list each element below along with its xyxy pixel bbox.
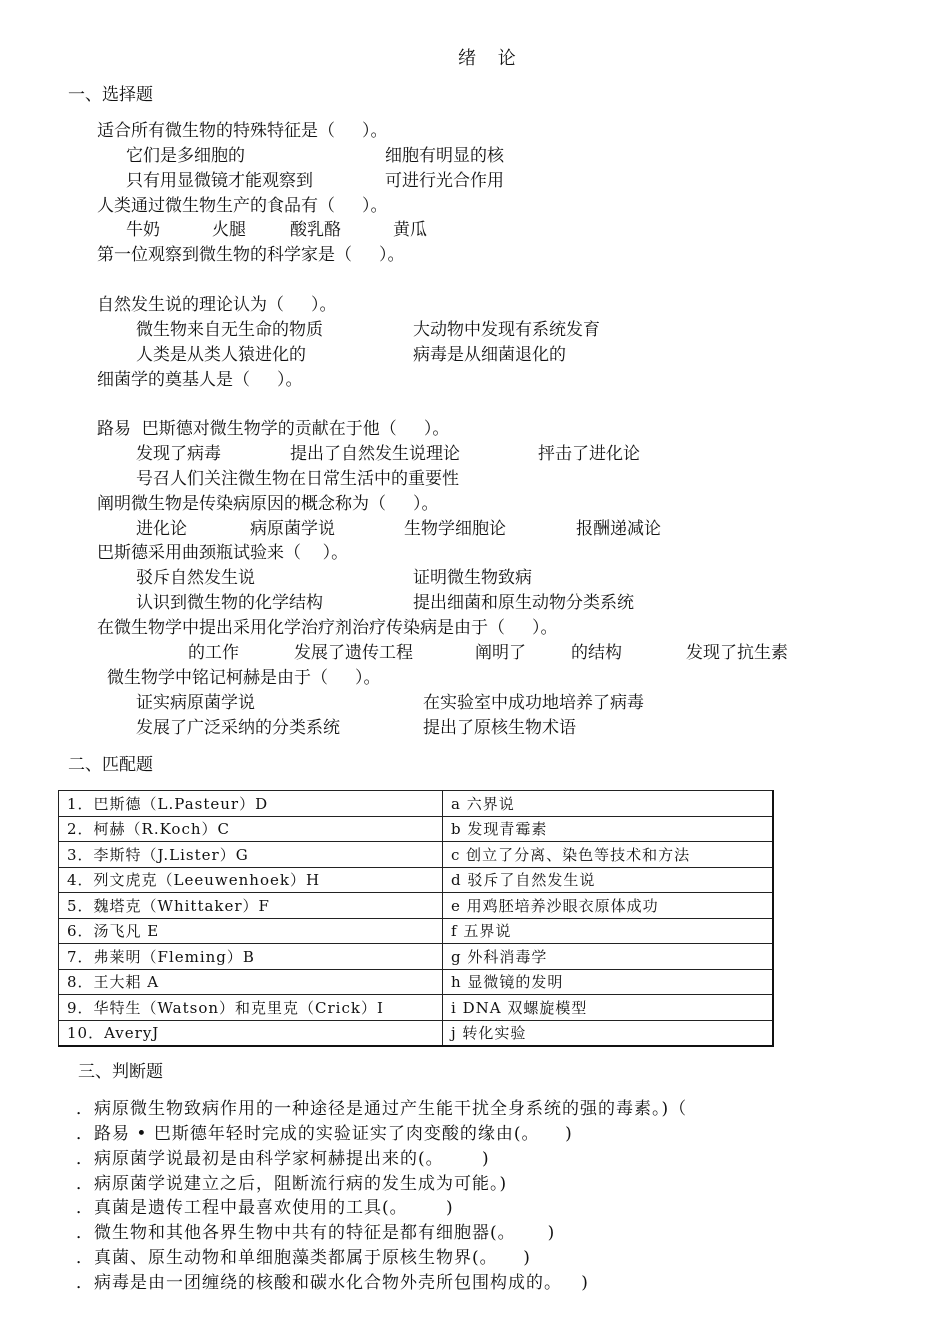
option-text: 黄瓜	[393, 220, 427, 240]
option-text: 的结构	[571, 643, 622, 663]
option-text: 报酬递减论	[576, 519, 661, 539]
judgment-item: ．真菌、原生动物和单细胞藻类都属于原核生物界(。 )	[76, 1248, 531, 1268]
option-text: 火腿	[212, 220, 246, 240]
section-heading-matching: 二、匹配题	[68, 755, 153, 775]
option-text: 发展了广泛采纳的分类系统	[136, 718, 340, 738]
option-text: 生物学细胞论	[404, 519, 506, 539]
question-text: 在微生物学中提出采用化学治疗剂治疗传染病是由于（ ）。	[97, 618, 558, 638]
table-cell-left: 9．华特生（Watson）和克里克（Crick）I	[59, 995, 443, 1021]
question-text: 阐明微生物是传染病原因的概念称为（ ）。	[97, 494, 439, 514]
table-cell-right: f 五界说	[443, 918, 774, 944]
table-cell-right: d 驳斥了自然发生说	[443, 867, 774, 893]
table-cell-right: c 创立了分离、染色等技术和方法	[443, 842, 774, 868]
option-text: 证明微生物致病	[413, 568, 532, 588]
table-row	[59, 893, 774, 919]
option-text: 牛奶	[126, 220, 160, 240]
option-text: 进化论	[136, 519, 187, 539]
table-cell-left: 6．汤飞凡 E	[59, 918, 443, 944]
table-row	[59, 918, 774, 944]
option-text: 人类是从类人猿进化的	[136, 345, 306, 365]
option-text: 微生物来自无生命的物质	[136, 320, 323, 340]
option-text: 的工作	[188, 643, 239, 663]
judgment-item: ．路易 • 巴斯德年轻时完成的实验证实了肉变酸的缘由(。 )	[76, 1124, 573, 1144]
table-row	[59, 842, 774, 868]
question-text: 路易 巴斯德对微生物学的贡献在于他（ ）。	[97, 419, 450, 439]
table-cell-right: j 转化实验	[443, 1020, 774, 1046]
table-cell-right: i DNA 双螺旋模型	[443, 995, 774, 1021]
option-text: 可进行光合作用	[385, 171, 504, 191]
option-text: 发现了病毒	[136, 444, 221, 464]
table-row	[59, 944, 774, 970]
table-cell-left: 3．李斯特（J.Lister）G	[59, 842, 443, 868]
table-cell-left: 8．王大耜 A	[59, 969, 443, 995]
table-row	[59, 867, 774, 893]
table-cell-left: 5．魏塔克（Whittaker）F	[59, 893, 443, 919]
option-text: 提出细菌和原生动物分类系统	[413, 593, 634, 613]
table-cell-left: 10．AveryJ	[59, 1020, 443, 1046]
judgment-item: ．病毒是由一团缠绕的核酸和碳水化合物外壳所包围构成的。 )	[76, 1273, 589, 1293]
option-text: 只有用显微镜才能观察到	[126, 171, 313, 191]
question-text: 细菌学的奠基人是（ ）。	[97, 370, 303, 390]
option-text: 病原菌学说	[250, 519, 335, 539]
table-row	[59, 969, 774, 995]
section-heading-choice: 一、选择题	[68, 85, 153, 105]
question-text: 巴斯德采用曲颈瓶试验来（ ）。	[97, 543, 349, 563]
option-text: 号召人们关注微生物在日常生活中的重要性	[136, 469, 459, 489]
option-text: 发现了抗生素	[686, 643, 788, 663]
table-cell-left: 7．弗莱明（Fleming）B	[59, 944, 443, 970]
table-cell-right: e 用鸡胚培养沙眼衣原体成功	[443, 893, 774, 919]
judgment-item: ．微生物和其他各界生物中共有的特征是都有细胞器(。 )	[76, 1223, 556, 1243]
table-cell-right: g 外科消毒学	[443, 944, 774, 970]
judgment-item: ．真菌是遗传工程中最喜欢使用的工具(。 )	[76, 1198, 454, 1218]
question-text: 第一位观察到微生物的科学家是（ ）。	[97, 245, 405, 265]
question-text: 适合所有微生物的特殊特征是（ ）。	[97, 121, 388, 141]
option-text: 阐明了	[475, 643, 526, 663]
matching-table	[58, 790, 774, 1047]
judgment-item: ．病原微生物致病作用的一种途径是通过产生能干扰全身系统的强的毒素。)（	[76, 1099, 688, 1119]
question-text: 自然发生说的理论认为（ ）。	[97, 295, 337, 315]
option-text: 认识到微生物的化学结构	[136, 593, 323, 613]
judgment-item: ．病原菌学说最初是由科学家柯赫提出来的(。 )	[76, 1149, 490, 1169]
section-heading-judgment: 三、判断题	[78, 1062, 163, 1082]
option-text: 大动物中发现有系统发育	[413, 320, 600, 340]
option-text: 它们是多细胞的	[126, 146, 245, 166]
table-cell-left: 2．柯赫（R.Koch）C	[59, 816, 443, 842]
question-text: 微生物学中铭记柯赫是由于（ ）。	[107, 668, 381, 688]
table-row	[59, 816, 774, 842]
option-text: 证实病原菌学说	[136, 693, 255, 713]
option-text: 酸乳酪	[290, 220, 341, 240]
judgment-item: ．病原菌学说建立之后，阻断流行病的发生成为可能。)	[76, 1174, 508, 1194]
option-text: 抨击了进化论	[538, 444, 640, 464]
page-title: 绪 论	[458, 48, 524, 69]
question-text: 人类通过微生物生产的食品有（ ）。	[97, 196, 388, 216]
table-row	[59, 791, 774, 817]
table-row	[59, 995, 774, 1021]
option-text: 细胞有明显的核	[385, 146, 504, 166]
option-text: 提出了自然发生说理论	[290, 444, 460, 464]
option-text: 驳斥自然发生说	[136, 568, 255, 588]
option-text: 在实验室中成功地培养了病毒	[423, 693, 644, 713]
option-text: 提出了原核生物术语	[423, 718, 576, 738]
option-text: 发展了遗传工程	[294, 643, 413, 663]
table-cell-left: 4．列文虎克（Leeuwenhoek）H	[59, 867, 443, 893]
table-cell-right: a 六界说	[443, 791, 774, 817]
table-row	[59, 1020, 774, 1046]
table-cell-right: h 显微镜的发明	[443, 969, 774, 995]
table-cell-left: 1．巴斯德（L.Pasteur）D	[59, 791, 443, 817]
option-text: 病毒是从细菌退化的	[413, 345, 566, 365]
table-cell-right: b 发现青霉素	[443, 816, 774, 842]
